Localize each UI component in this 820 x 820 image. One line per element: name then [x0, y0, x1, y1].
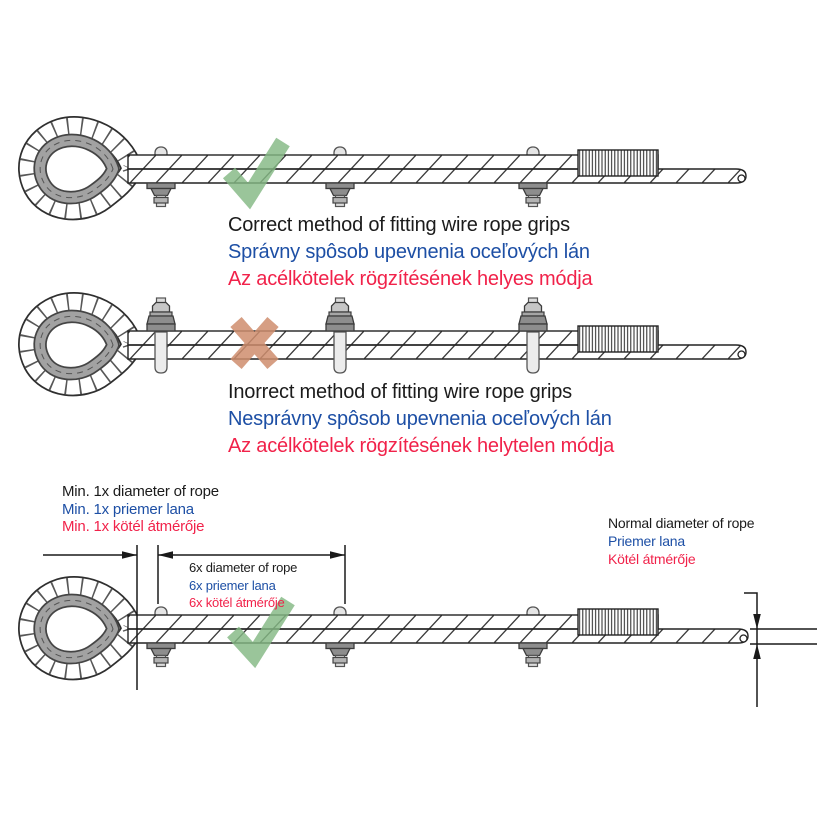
rope-end-tip [740, 635, 747, 642]
seizing-band [578, 326, 658, 352]
caption-correct-method [228, 212, 592, 293]
seizing-band [578, 609, 658, 635]
rope-grip-saddles [147, 183, 547, 207]
label-line-slovak: 6x priemer lana [189, 577, 276, 593]
caption-line-slovak: Nesprávny spôsob upevnenia oceľových lán [228, 408, 612, 430]
label-line-english: Min. 1x diameter of rope [62, 483, 219, 500]
rope-grip-saddles [147, 643, 547, 667]
rope-assembly-correct [29, 127, 746, 209]
label-line-hungarian: Min. 1x kötél átmérője [62, 518, 205, 535]
thimble [29, 127, 132, 209]
label-line-slovak: Min. 1x priemer lana [62, 500, 194, 518]
label-line-hungarian: Kötél átmérője [608, 551, 696, 567]
thimble [29, 587, 132, 669]
label-min-1x-diameter [62, 483, 219, 536]
caption-incorrect-method [228, 379, 614, 460]
thimble [29, 303, 132, 385]
label-line-hungarian: 6x kötél átmérője [189, 595, 285, 610]
dim-line-diameter [744, 593, 757, 707]
label-6x-diameter [189, 559, 297, 612]
caption-line-english: Inorrect method of fitting wire rope grips [228, 381, 572, 403]
rope-end-tip [738, 351, 745, 358]
label-line-english: 6x diameter of rope [189, 560, 298, 575]
caption-line-hungarian: Az acélkötelek rögzítésének helytelen módja [228, 435, 615, 457]
rope-assembly-incorrect [29, 298, 746, 385]
caption-line-hungarian: Az acélkötelek rögzítésének helyes módja [228, 268, 593, 290]
label-line-slovak: Priemer lana [608, 533, 685, 549]
seizing-band [578, 150, 658, 176]
label-line-english: Normal diameter of rope [608, 515, 755, 531]
caption-line-slovak: Správny spôsob upevnenia oceľových lán [228, 241, 590, 263]
label-normal-diameter [608, 514, 754, 568]
caption-line-english: Correct method of fitting wire rope grips [228, 214, 570, 236]
rope-end-tip [738, 175, 745, 182]
